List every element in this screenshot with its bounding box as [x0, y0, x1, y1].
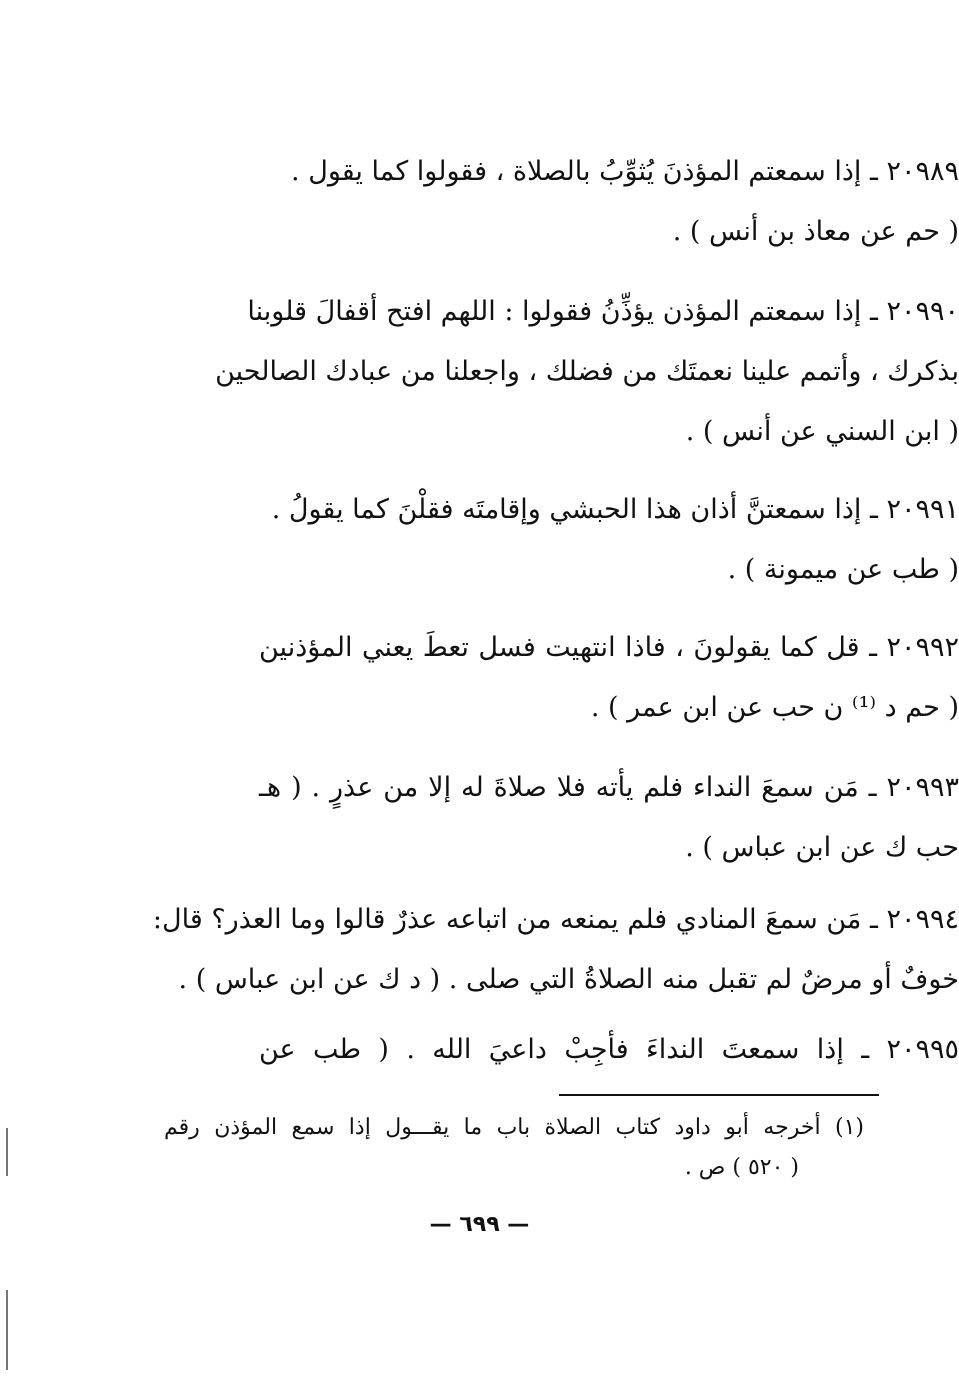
footnote-separator	[559, 1094, 879, 1096]
entry-2-source: ( ابن السني عن أنس ) .	[685, 416, 959, 447]
entry-3-source: ( طب عن ميمونة ) .	[727, 554, 959, 585]
footnote-line-2: ( ٥٢٠ ) ص .	[684, 1155, 799, 1180]
entry-1-line-1: ٢٠٩٨٩ ـ إذا سمعتم المؤذنَ يُثوِّبُ بالصلاة ، فقولوا كما يقول .	[291, 156, 959, 187]
entry-5-line-1: ٢٠٩٩٣ ـ مَن سمعَ النداء فلم يأته فلا صلاةَ له إلا من عذرٍ . ( هـ	[259, 772, 959, 803]
scan-margin-mark	[6, 1128, 8, 1176]
entry-1-source: ( حم عن معاذ بن أنس ) .	[672, 216, 959, 247]
entry-5-source: حب ك عن ابن عباس ) .	[685, 832, 959, 863]
entry-4-line-1: ٢٠٩٩٢ ـ قل كما يقولونَ ، فاذا انتهيت فسل تعطَ يعني المؤذنين	[259, 632, 959, 663]
entry-6-line-1: ٢٠٩٩٤ ـ مَن سمعَ المنادي فلم يمنعه من اتباعه عذرٌ قالوا وما العذر؟ قال:	[152, 904, 959, 935]
entry-2-line-2: بذكرك ، وأتمم علينا نعمتَك من فضلك ، واجعلنا من عبادك الصالحين	[215, 356, 959, 387]
entry-2-line-1: ٢٠٩٩٠ ـ إذا سمعتم المؤذن يؤذِّنُ فقولوا : اللهم افتح أقفالَ قلوبنا	[247, 296, 959, 327]
entry-7-line-1: ٢٠٩٩٥ ـ إذا سمعتَ النداءَ فأجِبْ داعيَ الله . ( طب عن	[259, 1034, 959, 1065]
footnote-line-1: (١) أخرجه أبو داود كتاب الصلاة باب ما يقـــول إذا سمع المؤذن رقم	[164, 1115, 864, 1140]
entry-6-line-2: خوفٌ أو مرضٌ لم تقبل منه الصلاةُ التي صلى . ( د ك عن ابن عباس ) .	[178, 964, 959, 995]
page-number: — ٦٩٩ —	[429, 1212, 530, 1237]
scan-margin-mark	[6, 1290, 8, 1370]
entry-4-source: ( حم د ⁽¹⁾ ن حب عن ابن عمر ) .	[590, 692, 959, 723]
entry-3-line-1: ٢٠٩٩١ ـ إذا سمعتنَّ أذان هذا الحبشي وإقامتَه فقلْنَ كما يقولُ .	[271, 494, 959, 525]
